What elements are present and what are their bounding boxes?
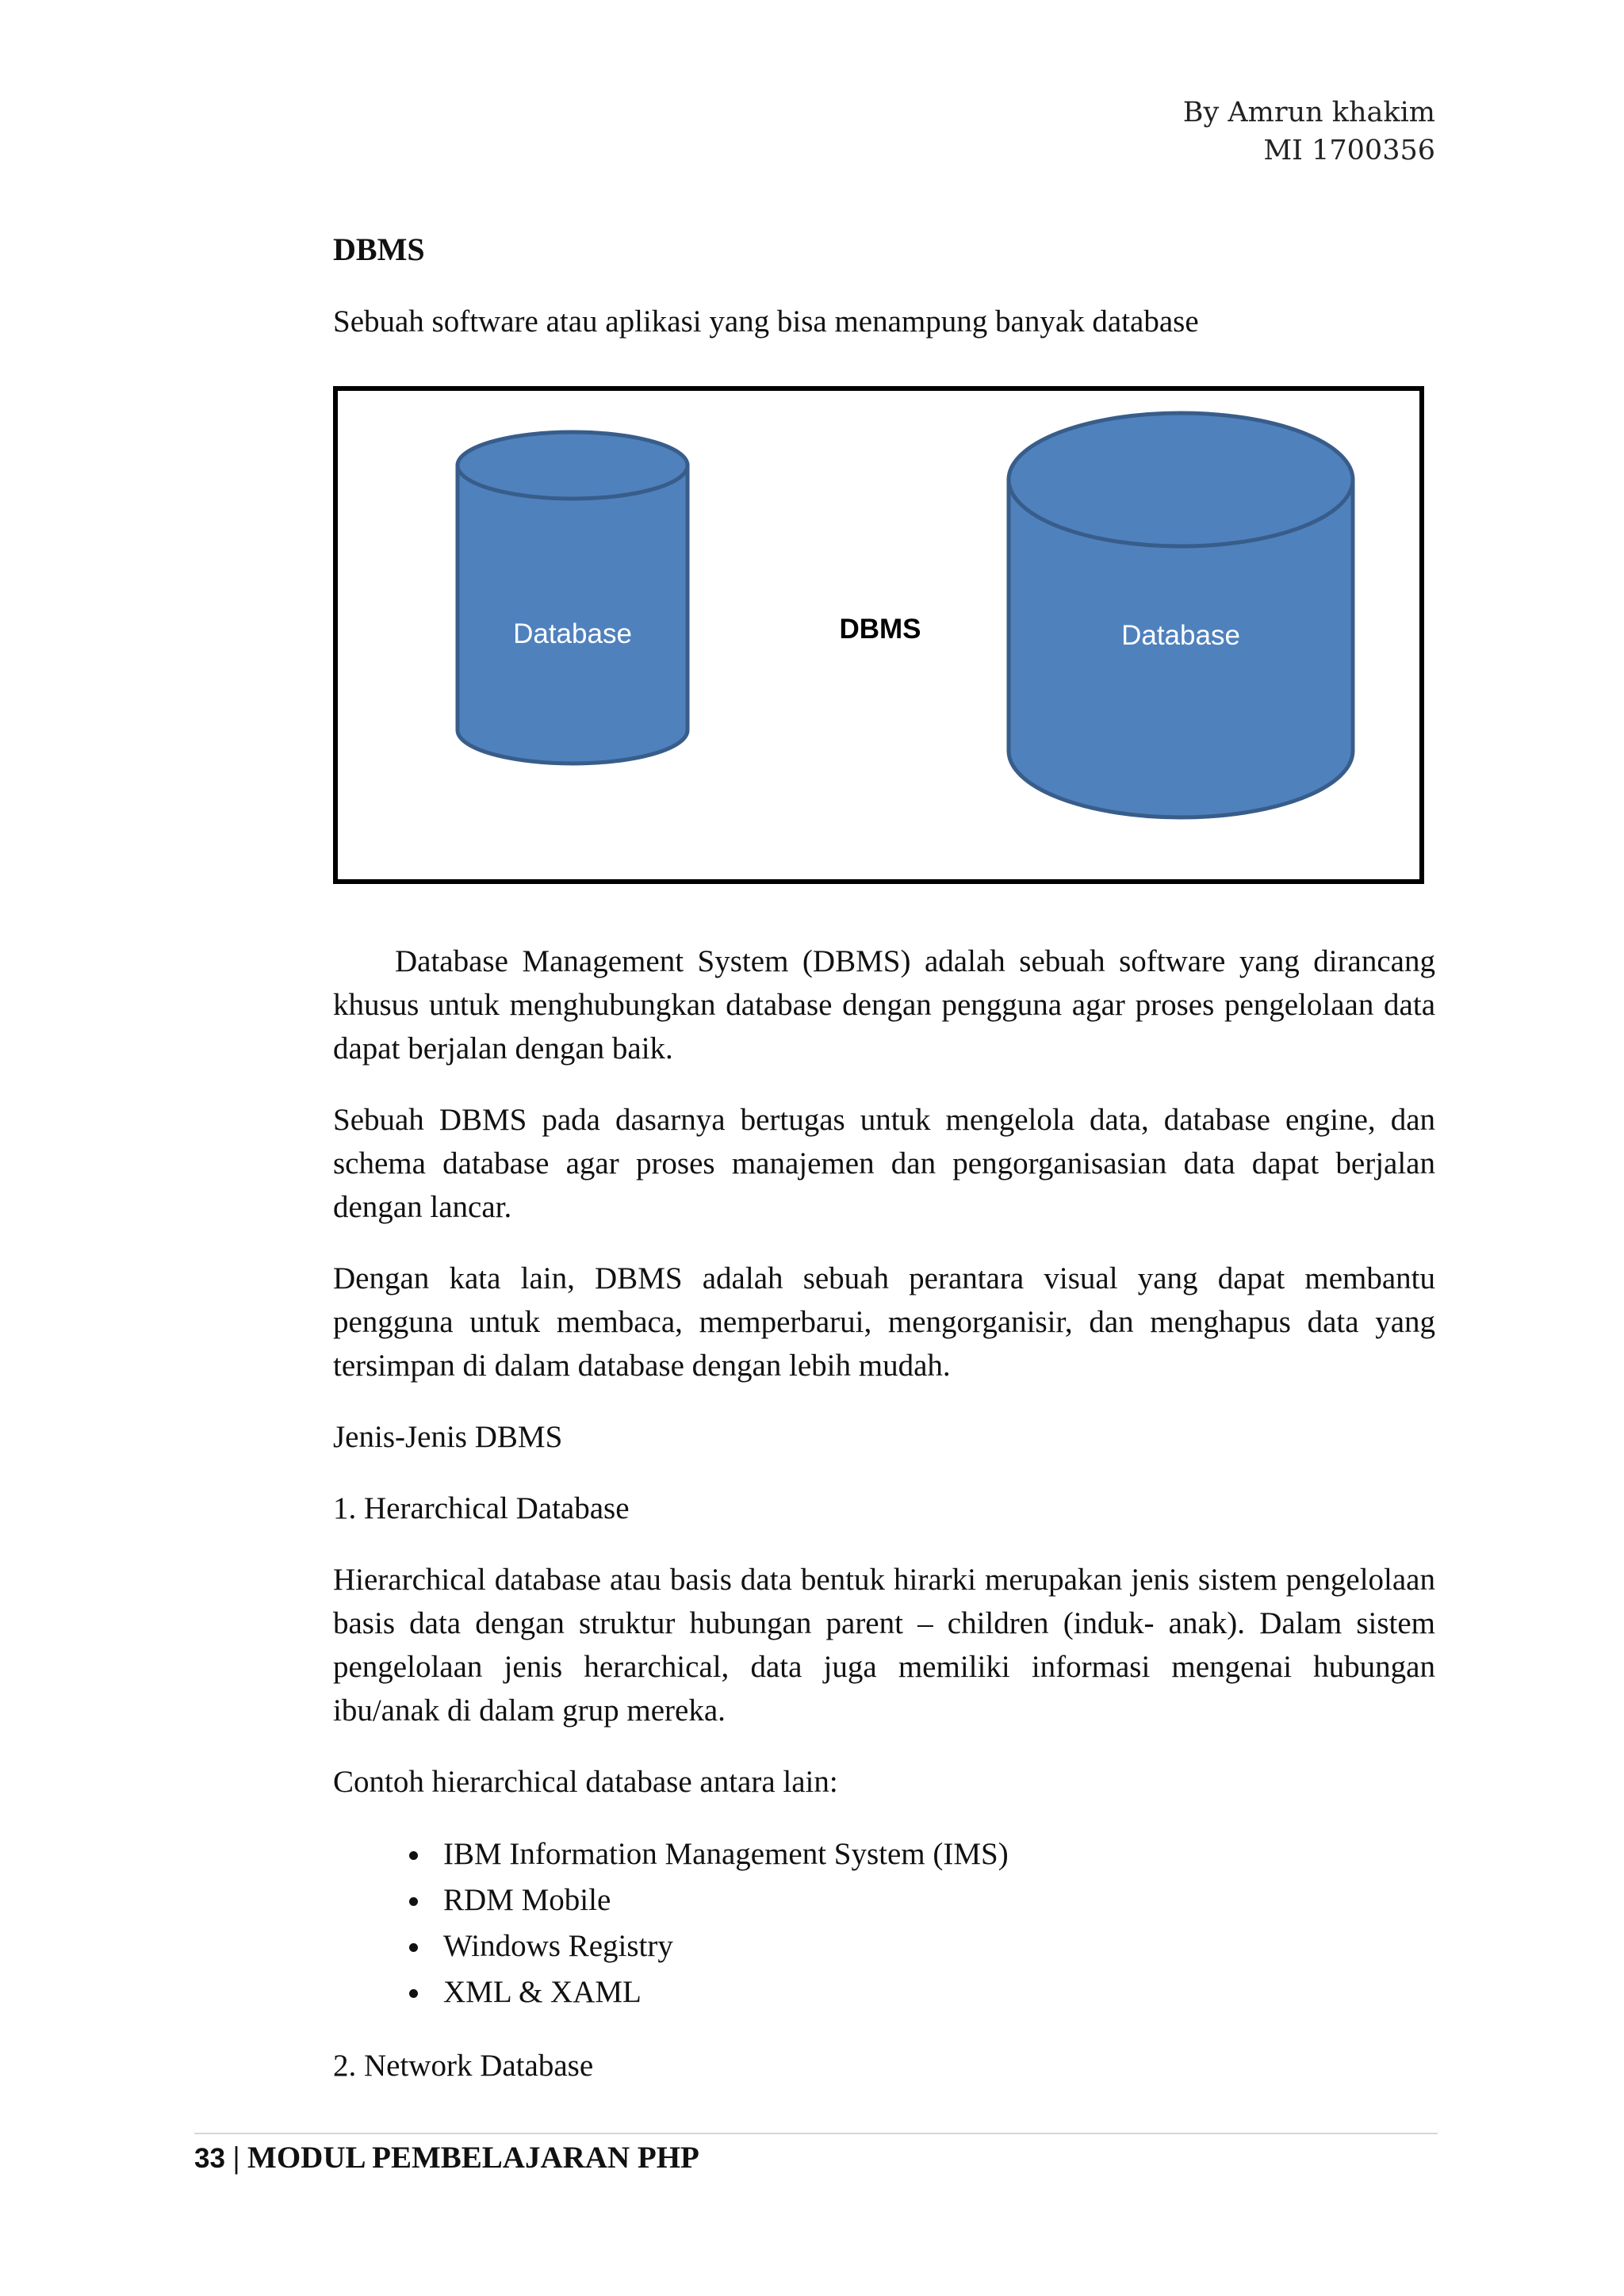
type1-description: Hierarchical database atau basis data bentuk hirarki merupakan jenis sistem pengelolaan basis data dengan struktur hubungan parent – children (induk- anak). Dalam sistem pengelolaan jenis herarchical, data juga memiliki informasi mengenai hubungan ibu/anak di dalam grup mereka. [333, 1563, 1435, 1728]
right-database-label: Database [1121, 620, 1240, 651]
list-item: • Windows Registry [432, 1923, 1435, 1969]
page-number: 33 [194, 2143, 225, 2174]
left-database-label: Database [513, 618, 632, 649]
footer-title: MODUL PEMBELAJARAN PHP [247, 2141, 699, 2175]
type2-heading: 2. Network Database [333, 2049, 594, 2083]
footer-separator: | [232, 2141, 240, 2175]
paragraph-dbms-other-words: Dengan kata lain, DBMS adalah sebuah perantara visual yang dapat membantu pengguna untuk membaca, memperbarui, mengorganisir, dan menghapus data yang tersimpan di dalam database dengan lebih mudah. [333, 1261, 1435, 1383]
list-item: • XML & XAML [432, 1969, 1435, 2015]
footer-divider [194, 2133, 1438, 2134]
header-id: MI 1700356 [1263, 135, 1435, 166]
list-item: • IBM Information Management System (IMS) [432, 1831, 1435, 1877]
header-author: By Amrun khakim [1182, 97, 1435, 128]
dbms-center-label: DBMS [839, 614, 921, 645]
types-heading: Jenis-Jenis DBMS [333, 1420, 563, 1454]
paragraph-dbms-definition: Database Management System (DBMS) adalah sebuah software yang dirancang khusus untuk menghubungkan database dengan pengguna agar proses pengelolaan data dapat berjalan dengan baik. [333, 944, 1435, 1066]
dbms-diagram [333, 386, 1424, 884]
page-content [333, 230, 1435, 2115]
list-item: • RDM Mobile [432, 1877, 1435, 1923]
dbms-diagram-svg [338, 391, 1419, 879]
right-database-cylinder [1009, 413, 1353, 817]
paragraph-dbms-tasks: Sebuah DBMS pada dasarnya bertugas untuk mengelola data, database engine, dan schema database agar proses manajemen dan pengorganisasian data dapat berjalan dengan lancar. [333, 1103, 1435, 1224]
type1-heading: 1. Herarchical Database [333, 1491, 630, 1525]
page-header [1183, 94, 1435, 170]
left-database-cylinder [458, 432, 688, 763]
section-intro: Sebuah software atau aplikasi yang bisa menampung banyak database [333, 304, 1199, 339]
section-title: DBMS [333, 232, 425, 267]
page-footer [194, 2137, 699, 2179]
examples-list [333, 1831, 1435, 2015]
examples-intro: Contoh hierarchical database antara lain: [333, 1765, 838, 1799]
